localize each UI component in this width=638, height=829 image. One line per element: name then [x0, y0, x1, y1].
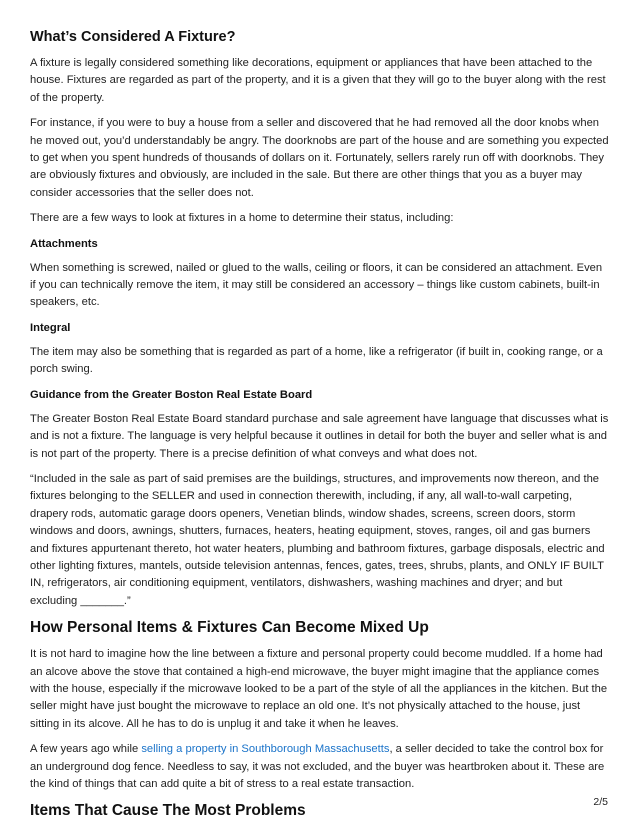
paragraph-ways-to-look: There are a few ways to look at fixtures in a home to determine their status, including:: [30, 212, 454, 225]
link-selling-property-southborough[interactable]: selling a property in Southborough Massachusetts: [141, 743, 390, 756]
paragraph-microwave-example: It is not hard to imagine how the line between a fixture and personal property could become muddled. If a home had an alcove above the stove that contained a high-end microwave, the buyer might imagine that the appliance comes with the house, especially if the microwave looked to be a part of the style of all the appliances in the kitchen. But the seller might have just bought the microwave to replace an old one. It’s not physically attached to the house, just sitting in its alcove. All he has to do is unplug it and take it when he leaves.: [30, 648, 608, 730]
paragraph-fixture-definition: A fixture is legally considered something like decorations, equipment or appliances that have been attached to the house. Fixtures are regarded as part of the property, and it is a given that they will go to the buyer along with the rest of the property.: [30, 57, 606, 104]
paragraph-guidance: The Greater Boston Real Estate Board standard purchase and sale agreement have language that discusses what is and is not a fixture. The language is very helpful because it outlines in detail for both the buyer and seller what is and is not part of the property. There is a precise definition of what conveys and what does not.: [30, 412, 609, 460]
subheading-guidance: Guidance from the Greater Boston Real Estate Board: [30, 388, 313, 401]
paragraph-agreement-quote: “Included in the sale as part of said premises are the buildings, structures, and improvements now thereon, and the fixtures belonging to the SELLER and used in connection therewith, including, if any, all wall-to-wall carpeting, drapery rods, automatic garage doors openers, Venetian blinds, window shades, screens, screen doors, storm windows and doors, awnings, shutters, furnaces, heaters, heating equipment, stoves, ranges, oil and gas burners and fixtures appurtenant thereto, hot water heaters, plumbing and bathroom fixtures, garbage disposals, electric and other lighting fixtures, mantels, outside television antennas, fences, gates, trees, shrubs, plants, and ONLY IF BUILT IN, refrigerators, air conditioning equipment, ventilators, dishwashers, washing machines and dryer; and but excluding _______.”: [30, 472, 605, 607]
heading-items-most-problems: Items That Cause The Most Problems: [30, 802, 306, 820]
subheading-attachments: Attachments: [30, 237, 98, 250]
dog-fence-text-after: , a seller decided to take the control box for an underground dog fence. Needless to say, it was not excluded, and the buyer was heartbroken about it. These are the kind of things that can add quite a bit of stress to a real estate transaction.: [30, 743, 605, 790]
paragraph-attachments: When something is screwed, nailed or glued to the walls, ceiling or floors, it can be considered an attachment. Even if you can technically remove the item, it may still be considered an accessory – things like custom cabinets, built-in speakers, etc.: [30, 261, 603, 309]
paragraph-integral: The item may also be something that is regarded as part of a home, like a refrigerator (if built in, cooking range, or a porch swing.: [30, 345, 603, 376]
paragraph-doorknob-example: For instance, if you were to buy a house from a seller and discovered that he had removed all the door knobs when he moved out, you’d understandably be angry. The doorknobs are part of the house and are something you expected to get when you spent hundreds of thousands of dollars on it. Fortunately, sellers rarely run off with doorknobs. They are obviously fixtures and obviously, are included in the sale. But there are other things that you as a buyer may consider accessories that the seller does not.: [30, 117, 609, 199]
page-number: 2/5: [593, 796, 608, 808]
subheading-integral: Integral: [30, 321, 71, 334]
heading-how-personal-items-mixed-up: How Personal Items & Fixtures Can Become Mixed Up: [30, 619, 429, 637]
paragraph-dog-fence-example: [30, 741, 610, 793]
dog-fence-text-before: A few years ago while: [30, 743, 142, 756]
heading-whats-considered-a-fixture: What’s Considered A Fixture?: [30, 29, 236, 45]
document-page: [30, 28, 610, 829]
